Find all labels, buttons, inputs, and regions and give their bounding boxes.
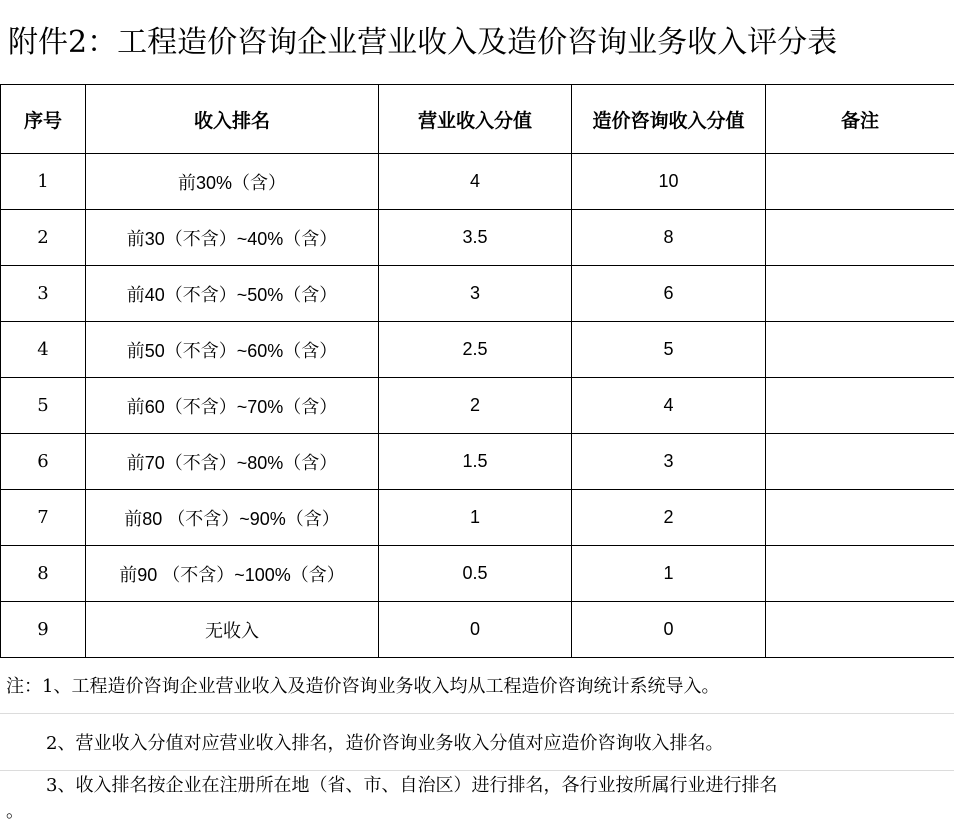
- cell-index[interactable]: 5: [1, 378, 86, 434]
- note-1: 注：1、工程造价咨询企业营业收入及造价咨询业务收入均从工程造价咨询统计系统导入。: [0, 657, 954, 714]
- cell-index[interactable]: 6: [1, 434, 86, 490]
- table-row: [1, 322, 954, 378]
- note-2: 2、营业收入分值对应营业收入排名，造价咨询业务收入分值对应造价咨询收入排名。: [0, 714, 954, 771]
- header-remark: 备注: [766, 85, 954, 154]
- cell-remark[interactable]: [766, 322, 954, 378]
- cell-index[interactable]: 4: [1, 322, 86, 378]
- header-revenue-score: 营业收入分值: [379, 85, 572, 154]
- cell-consulting-score[interactable]: 5: [572, 322, 766, 378]
- table-row: [1, 210, 954, 266]
- cell-remark[interactable]: [766, 490, 954, 546]
- cell-consulting-score[interactable]: 10: [572, 154, 766, 210]
- cell-remark[interactable]: [766, 602, 954, 658]
- cell-index[interactable]: 1: [1, 154, 86, 210]
- header-index: 序号: [1, 85, 86, 154]
- cell-index[interactable]: 9: [1, 602, 86, 658]
- cell-revenue-score[interactable]: 2: [379, 378, 572, 434]
- cell-revenue-score[interactable]: 3: [379, 266, 572, 322]
- cell-rank[interactable]: 前40（不含）~50%（含）: [86, 266, 379, 322]
- cell-remark[interactable]: [766, 266, 954, 322]
- note-3-tail: 。: [0, 801, 954, 823]
- cell-remark[interactable]: [766, 210, 954, 266]
- notes-section: [0, 657, 954, 827]
- cell-index[interactable]: 2: [1, 210, 86, 266]
- cell-index[interactable]: 3: [1, 266, 86, 322]
- cell-remark[interactable]: [766, 546, 954, 602]
- cell-remark[interactable]: [766, 154, 954, 210]
- header-rank: 收入排名: [86, 85, 379, 154]
- header-consulting-score: 造价咨询收入分值: [572, 85, 766, 154]
- table-row: [1, 378, 954, 434]
- document-title: 附件2：工程造价咨询企业营业收入及造价咨询业务收入评分表: [8, 18, 837, 68]
- cell-index[interactable]: 7: [1, 490, 86, 546]
- cell-index[interactable]: 8: [1, 546, 86, 602]
- cell-consulting-score[interactable]: 1: [572, 546, 766, 602]
- cell-consulting-score[interactable]: 2: [572, 490, 766, 546]
- cell-remark[interactable]: [766, 434, 954, 490]
- table-row: [1, 154, 954, 210]
- cell-consulting-score[interactable]: 0: [572, 602, 766, 658]
- score-table: [0, 84, 954, 658]
- table-row: [1, 546, 954, 602]
- table-row: [1, 490, 954, 546]
- note-3: [0, 771, 954, 827]
- cell-consulting-score[interactable]: 3: [572, 434, 766, 490]
- cell-rank[interactable]: 前30（不含）~40%（含）: [86, 210, 379, 266]
- table-row: [1, 266, 954, 322]
- cell-rank[interactable]: 前60（不含）~70%（含）: [86, 378, 379, 434]
- cell-rank[interactable]: 前90 （不含）~100%（含）: [86, 546, 379, 602]
- cell-revenue-score[interactable]: 0.5: [379, 546, 572, 602]
- note-3-text: 3、收入排名按企业在注册所在地（省、市、自治区）进行排名，各行业按所属行业进行排名: [46, 775, 777, 796]
- cell-revenue-score[interactable]: 4: [379, 154, 572, 210]
- cell-consulting-score[interactable]: 8: [572, 210, 766, 266]
- table-header-row: [1, 85, 954, 154]
- cell-rank[interactable]: 前80 （不含）~90%（含）: [86, 490, 379, 546]
- table-row: [1, 434, 954, 490]
- cell-consulting-score[interactable]: 4: [572, 378, 766, 434]
- cell-revenue-score[interactable]: 1.5: [379, 434, 572, 490]
- cell-revenue-score[interactable]: 0: [379, 602, 572, 658]
- cell-rank[interactable]: 前70（不含）~80%（含）: [86, 434, 379, 490]
- table-row: [1, 602, 954, 658]
- cell-revenue-score[interactable]: 2.5: [379, 322, 572, 378]
- cell-revenue-score[interactable]: 3.5: [379, 210, 572, 266]
- cell-revenue-score[interactable]: 1: [379, 490, 572, 546]
- cell-rank[interactable]: 前30%（含）: [86, 154, 379, 210]
- cell-consulting-score[interactable]: 6: [572, 266, 766, 322]
- cell-remark[interactable]: [766, 378, 954, 434]
- cell-rank[interactable]: 前50（不含）~60%（含）: [86, 322, 379, 378]
- cell-rank[interactable]: 无收入: [86, 602, 379, 658]
